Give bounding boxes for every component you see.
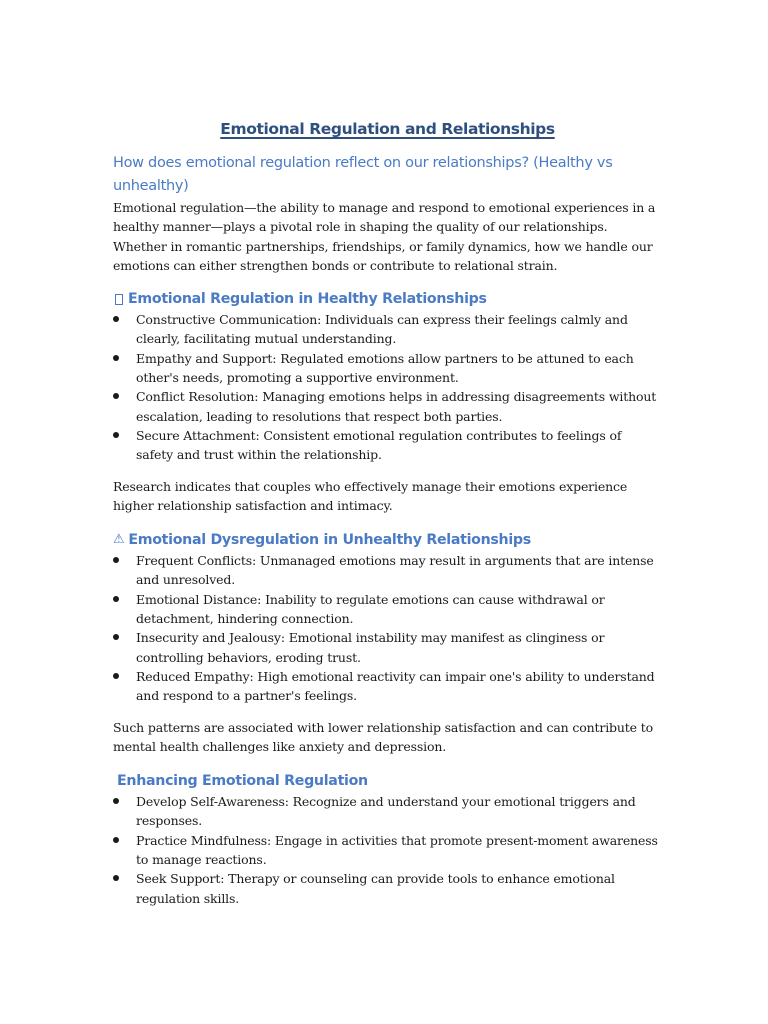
healthy-section-heading (113, 288, 658, 310)
enhancing-section-heading (113, 770, 658, 792)
bullet-icon (113, 673, 119, 679)
list-item-text: Practice Mindfulness: Engage in activities that promote present-moment awareness to manage reactions. (136, 832, 658, 868)
bullet-icon (113, 432, 119, 438)
enhancing-heading-text: Enhancing Emotional Regulation (117, 773, 368, 790)
healthy-summary: Research indicates that couples who effectively manage their emotions experience higher relationship satisfaction and intimacy. (113, 478, 628, 513)
list-item (113, 869, 658, 908)
bullet-icon (113, 875, 119, 881)
bullet-icon (113, 634, 119, 640)
bullet-icon (113, 798, 119, 804)
list-item (113, 387, 658, 426)
question-heading: How does emotional regulation reflect on our relationships? (Healthy vs unhealthy) (113, 155, 613, 194)
list-item (113, 831, 658, 870)
enhancing-list (113, 792, 658, 908)
unhealthy-summary: Such patterns are associated with lower relationship satisfaction and can contribute to mental health challenges like anxiety and depression. (113, 719, 654, 754)
document-title: Emotional Regulation and Relationships (220, 120, 555, 138)
list-item (113, 667, 658, 706)
list-item (113, 310, 658, 349)
unhealthy-list (113, 551, 658, 705)
warning-icon: ⚠ (113, 532, 125, 548)
intro-paragraph: Emotional regulation—the ability to manage and respond to emotional experiences in a healthy manner—plays a pivotal role in shaping the quality of our relationships. Whether in romantic partnerships, friendships, or family dynamics, how we handle our emotions can either strengthen bonds or contribute to relational strain. (113, 200, 656, 273)
list-item (113, 551, 658, 590)
list-item-text: Reduced Empathy: High emotional reactivity can impair one's ability to understand and respond to a partner's feelings. (136, 668, 655, 704)
list-item-text: Constructive Communication: Individuals can express their feelings calmly and clearly, facilitating mutual understanding. (136, 312, 628, 347)
bullet-icon (113, 557, 119, 563)
list-item (113, 628, 658, 667)
bullet-icon (113, 393, 119, 399)
unhealthy-section-heading (113, 529, 658, 551)
list-item-text: Empathy and Support: Regulated emotions allow partners to be attuned to each other's needs, promoting a supportive environment. (136, 350, 634, 386)
unhealthy-heading-text: Emotional Dysregulation in Unhealthy Relationships (128, 532, 531, 549)
bullet-icon (113, 596, 119, 602)
list-item-text: Frequent Conflicts: Unmanaged emotions may result in arguments that are intense and unresolved. (136, 553, 654, 588)
healthy-heading-text: Emotional Regulation in Healthy Relationships (128, 291, 487, 308)
document-page (113, 120, 658, 908)
list-item-text: Develop Self-Awareness: Recognize and understand your emotional triggers and responses. (136, 794, 636, 829)
list-item-text: Conflict Resolution: Managing emotions helps in addressing disagreements without escalation, leading to resolutions that respect both parties. (136, 389, 657, 424)
list-item (113, 349, 658, 388)
list-item (113, 792, 658, 831)
list-item-text: Insecurity and Jealousy: Emotional instability may manifest as clinginess or controlling behaviors, eroding trust. (136, 630, 605, 665)
list-item-text: Emotional Distance: Inability to regulate emotions can cause withdrawal or detachment, hindering connection. (136, 591, 605, 627)
list-item (113, 426, 658, 465)
healthy-list (113, 310, 658, 464)
list-item-text: Secure Attachment: Consistent emotional regulation contributes to feelings of safety and trust within the relationship. (136, 427, 622, 463)
bullet-icon (113, 316, 119, 322)
missing-glyph-icon (115, 294, 123, 305)
list-item-text: Seek Support: Therapy or counseling can provide tools to enhance emotional regulation skills. (136, 871, 615, 906)
bullet-icon (113, 837, 119, 843)
bullet-icon (113, 355, 119, 361)
list-item (113, 590, 658, 629)
